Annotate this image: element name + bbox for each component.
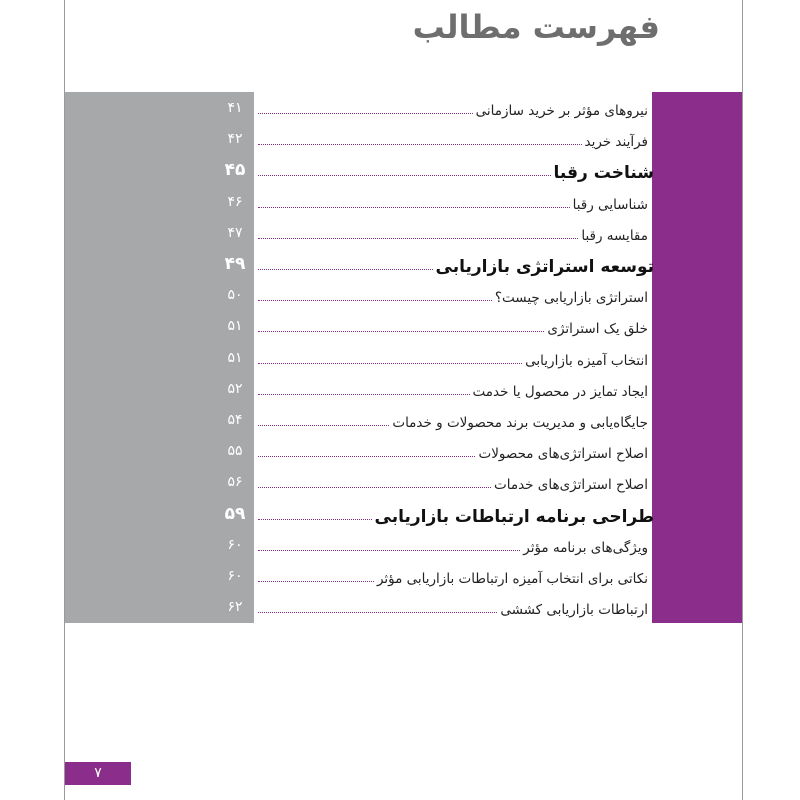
toc-page-number: ۵۵ (227, 443, 243, 460)
toc-section-label: طراحی برنامه ارتباطات بازاریابی (374, 506, 654, 527)
toc-entry-label: خلق یک استراتژی (547, 321, 648, 338)
toc-page-number: ۶۲ (227, 599, 243, 616)
toc-entry[interactable] (0, 280, 800, 311)
dot-leader (258, 581, 374, 582)
toc-page-number: ۵۱ (227, 349, 243, 366)
toc-entry-line (258, 249, 654, 280)
dot-leader (258, 207, 570, 208)
toc-page-number: ۴۲ (227, 131, 243, 148)
toc-section-label: شناخت رقبا (553, 163, 654, 184)
toc-page-number: ۵۶ (227, 474, 243, 491)
toc-entry[interactable] (0, 405, 800, 436)
toc-section-heading[interactable] (0, 155, 800, 186)
toc-entry-line (258, 374, 648, 405)
toc-page-number: ۴۱ (227, 100, 243, 116)
toc-entry-line (258, 343, 648, 374)
page-title: فهرست مطالب (412, 8, 660, 46)
toc-entry-label: جایگاه‌یابی و مدیریت برند محصولات و خدمات (392, 415, 648, 431)
dot-leader (258, 363, 522, 364)
dot-leader (258, 612, 497, 613)
toc-entry[interactable] (0, 93, 800, 124)
toc-entry-line (258, 124, 648, 155)
toc-section-heading[interactable] (0, 249, 800, 280)
dot-leader (258, 487, 491, 488)
toc-entry-line (258, 530, 648, 561)
toc-entry-line (258, 561, 648, 592)
toc-page-number: ۴۷ (227, 224, 243, 241)
toc-page-number: ۴۹ (224, 254, 246, 274)
toc-entry-label: ویژگی‌های برنامه مؤثر (523, 539, 648, 556)
toc-entry-label: فرآیند خرید (584, 134, 648, 151)
toc-page-number: ۴۵ (224, 160, 246, 181)
page-number: ۷ (94, 765, 102, 781)
toc-entry-label: اصلاح استراتژی‌های خدمات (494, 477, 648, 494)
toc-entry-line (258, 436, 648, 467)
dot-leader (258, 456, 475, 457)
toc-entry-label: شناسایی رقبا (572, 196, 648, 213)
toc-entry[interactable] (0, 592, 800, 623)
toc-entry[interactable] (0, 374, 800, 405)
toc-entry-label: ارتباطات بازاریابی کششی (500, 602, 648, 619)
toc-entry[interactable] (0, 187, 800, 218)
toc-entry[interactable] (0, 561, 800, 592)
toc-entry[interactable] (0, 218, 800, 249)
toc-page-number: ۶۰ (227, 568, 243, 584)
dot-leader (258, 238, 578, 239)
toc-entry-line (258, 499, 654, 530)
toc-entry-label: انتخاب آمیزه بازاریابی (525, 352, 648, 369)
dot-leader (258, 300, 492, 301)
toc-entry-line (258, 467, 648, 498)
toc-entry-line (258, 280, 648, 311)
toc-entry[interactable] (0, 436, 800, 467)
toc-section-heading[interactable] (0, 499, 800, 530)
dot-leader (258, 113, 473, 114)
toc-page-number: ۵۹ (224, 503, 246, 524)
toc-entry-label: نیروهای مؤثر بر خرید سازمانی (475, 103, 648, 119)
toc-page-number: ۵۰ (227, 287, 243, 304)
toc-entry-line (258, 592, 648, 623)
toc-entry-label: ایجاد تمایز در محصول یا خدمت (472, 383, 648, 400)
dot-leader (258, 550, 520, 551)
toc-entry-line (258, 405, 648, 436)
toc-entry-label: مقایسه رقبا (581, 227, 648, 244)
toc-entry[interactable] (0, 530, 800, 561)
toc-page-number: ۵۱ (227, 318, 243, 335)
toc-entry-label: استراتژی بازاریابی چیست؟ (494, 290, 648, 307)
dot-leader (258, 425, 389, 426)
toc-entry-line (258, 311, 648, 342)
toc-entry[interactable] (0, 124, 800, 155)
toc-entry[interactable] (0, 311, 800, 342)
toc-entry-line (258, 93, 648, 124)
dot-leader (258, 394, 470, 395)
toc-page-number: ۴۶ (227, 193, 243, 210)
toc-page-number: ۵۲ (227, 380, 243, 397)
toc-entry[interactable] (0, 467, 800, 498)
dot-leader (258, 144, 582, 145)
toc-entry-line (258, 155, 654, 186)
toc-entry-label: اصلاح استراتژی‌های محصولات (478, 446, 648, 463)
dot-leader (258, 269, 433, 270)
dot-leader (258, 519, 372, 520)
toc-section-label: توسعه استراتژی بازاریابی (435, 257, 654, 277)
toc-page-number: ۶۰ (227, 536, 243, 553)
toc-entry-line (258, 187, 648, 218)
toc-entry[interactable] (0, 343, 800, 374)
toc-entry-line (258, 218, 648, 249)
dot-leader (258, 175, 551, 176)
toc-entry-label: نکاتی برای انتخاب آمیزه ارتباطات بازاریابی مؤثر (376, 571, 648, 587)
table-of-contents (0, 92, 800, 623)
toc-page-number: ۵۴ (227, 412, 243, 428)
dot-leader (258, 331, 544, 332)
